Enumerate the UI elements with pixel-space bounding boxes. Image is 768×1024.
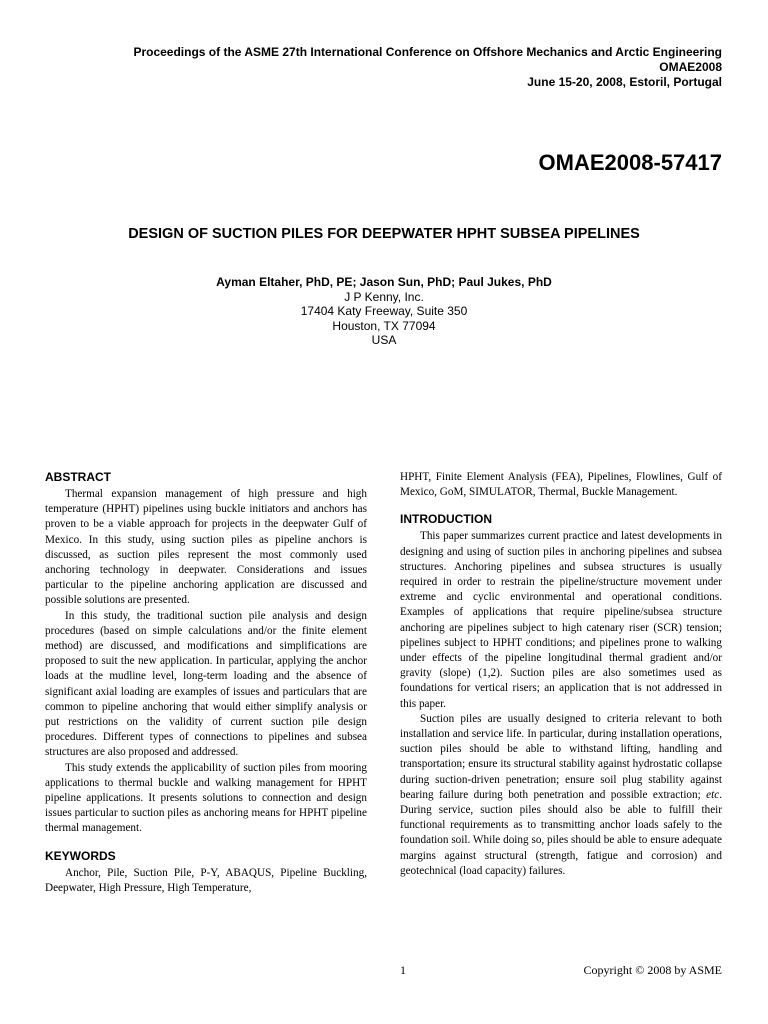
proceedings-line-3: June 15-20, 2008, Estoril, Portugal	[527, 75, 722, 89]
page-number: 1	[400, 963, 406, 977]
right-column	[400, 470, 722, 879]
keywords-text-left: Anchor, Pile, Suction Pile, P-Y, ABAQUS, Pipeline Buckling, Deepwater, High Pressure, High Temperature,	[45, 866, 367, 894]
author-block	[0, 275, 768, 348]
author-names: Ayman Eltaher, PhD, PE; Jason Sun, PhD; Paul Jukes, PhD	[216, 275, 552, 289]
keywords-heading: KEYWORDS	[45, 848, 116, 863]
proceedings-line-2: OMAE2008	[659, 60, 722, 74]
keywords-text-right: HPHT, Finite Element Analysis (FEA), Pipelines, Flowlines, Gulf of Mexico, GoM, SIMULATOR, Thermal, Buckle Management.	[400, 471, 722, 499]
abstract-paragraph-2: In this study, the traditional suction pile analysis and design procedures (based on simple calculations and/or the finite element method) are discussed, and modifications and simplifications are proposed to suit the new application. In particular, applying the anchor loads at the mudline level, long-term loading and the absence of significant axial loading are examples of issues and particulars that are common to pipeline anchoring that would either simplify analysis or put restrictions on the validity of current suction pile design procedures. Different types of connections to pipelines and subsea structures are also proposed and addressed.	[45, 609, 367, 759]
abstract-paragraph-1: Thermal expansion management of high pressure and high temperature (HPHT) pipelines using buckle initiators and anchors has proven to be a viable approach for projects in the deepwater Gulf of Mexico. In this study, using suction piles as pipeline anchors is discussed, as suction piles represent the most commonly used anchoring technology in deepwater. Considerations and issues particular to the pipeline anchoring application are discussed and possible solutions are presented.	[45, 488, 367, 607]
introduction-paragraph-2-part-b: . During service, suction piles should also be able to fulfill their functional requirements as to transmitting anchor loads safely to the foundation soil. While doing so, piles should be able to ensure adequate margins against structural (strength, fatigue and corrosion) and geotechnical (load capacity) failures.	[400, 788, 722, 877]
author-country: USA	[371, 333, 397, 347]
paper-title: DESIGN OF SUCTION PILES FOR DEEPWATER HPHT SUBSEA PIPELINES	[128, 226, 640, 242]
abstract-heading: ABSTRACT	[45, 470, 111, 484]
introduction-paragraph-2-part-a: Suction piles are usually designed to criteria relevant to both installation and service life. In particular, during installation operations, suction piles should be able to withstand lifting, handling and transportation; ensure its structural stability against hydrostatic collapse during suction-driven penetration; ensure soil plug stability against bearing failure during both penetration and possible extraction;	[400, 712, 722, 801]
abstract-paragraph-3: This study extends the applicability of suction piles from mooring applications to thermal buckle and walking management for HPHT pipeline applications. It presents solutions to connection and design issues particular to suction piles as anchoring means for HPHT pipeline thermal management.	[45, 761, 367, 835]
introduction-paragraph-2	[400, 712, 722, 879]
introduction-heading: INTRODUCTION	[400, 512, 492, 527]
author-company: J P Kenny, Inc.	[344, 289, 424, 304]
introduction-paragraph-1: This paper summarizes current practice and latest developments in designing and using of suction piles in anchoring pipelines and subsea structures. Anchoring pipelines and subsea structures is usually required in order to restrain the pipeline/structure movement under extreme and cyclic environmental and operational conditions. Examples of applications that require pipeline/subsea structure anchoring are pipelines subject to high catenary riser (SCR) tension; pipelines subject to HPHT conditions; and pipelines prone to walking under effects of the pipeline longitudinal thermal gradient and/or gravity (slope) (1,2). Suction piles are also sometimes used as foundations for vertical risers; an application that is not addressed in this paper.	[400, 530, 722, 710]
introduction-etc: etc	[706, 788, 720, 801]
proceedings-header	[22, 45, 722, 90]
author-city: Houston, TX 77094	[332, 318, 436, 333]
author-street: 17404 Katy Freeway, Suite 350	[300, 304, 468, 318]
paper-id: OMAE2008-57417	[538, 150, 722, 175]
copyright-notice: Copyright © 2008 by ASME	[583, 963, 722, 977]
left-column	[45, 470, 367, 896]
proceedings-line-1: Proceedings of the ASME 27th International Conference on Offshore Mechanics and Arctic Engineering	[133, 45, 722, 59]
